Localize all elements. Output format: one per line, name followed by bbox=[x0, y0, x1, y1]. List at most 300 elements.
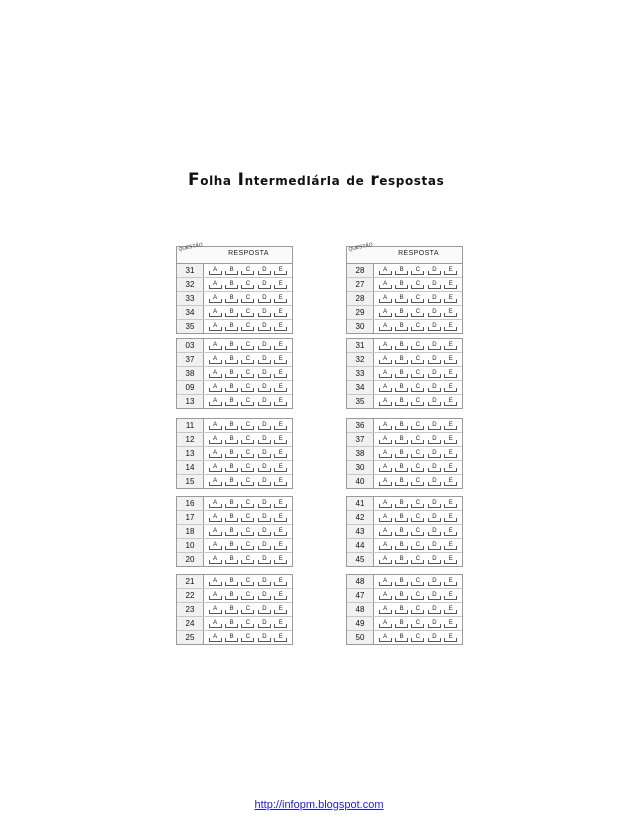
answer-option-bubble[interactable]: E bbox=[444, 422, 457, 430]
answer-option-bubble[interactable]: D bbox=[428, 436, 441, 444]
answer-option-bubble[interactable]: A bbox=[209, 528, 222, 536]
answer-option-bubble[interactable]: E bbox=[274, 295, 287, 303]
answer-option-bubble[interactable]: B bbox=[395, 384, 408, 392]
answer-option-bubble[interactable]: B bbox=[395, 464, 408, 472]
answer-option-bubble[interactable]: C bbox=[411, 542, 424, 550]
answer-option-bubble[interactable]: C bbox=[411, 634, 424, 642]
answer-option-bubble[interactable]: C bbox=[411, 384, 424, 392]
answer-option-bubble[interactable]: E bbox=[444, 295, 457, 303]
answer-option-bubble[interactable]: E bbox=[444, 634, 457, 642]
answer-option-bubble[interactable]: C bbox=[411, 578, 424, 586]
answer-option-bubble[interactable]: D bbox=[258, 370, 271, 378]
answer-option-bubble[interactable]: A bbox=[209, 542, 222, 550]
answer-row bbox=[177, 264, 292, 278]
answer-option-bubble[interactable]: C bbox=[241, 370, 254, 378]
answer-option-bubble[interactable]: B bbox=[395, 620, 408, 628]
answer-option-bubble[interactable]: E bbox=[274, 398, 287, 406]
answer-row bbox=[177, 553, 292, 566]
answer-option-bubble[interactable]: D bbox=[258, 514, 271, 522]
answer-option-bubble[interactable]: D bbox=[428, 450, 441, 458]
answer-option-bubble[interactable]: C bbox=[241, 606, 254, 614]
answer-option-bubble[interactable]: C bbox=[241, 281, 254, 289]
answer-option-bubble[interactable]: E bbox=[444, 578, 457, 586]
answer-row bbox=[177, 278, 292, 292]
answer-option-bubble[interactable]: A bbox=[379, 281, 392, 289]
answer-option-bubble[interactable]: D bbox=[428, 422, 441, 430]
question-number: 45 bbox=[347, 553, 374, 566]
answer-option-bubble[interactable]: C bbox=[241, 342, 254, 350]
answer-option-bubble[interactable]: D bbox=[428, 398, 441, 406]
answer-block bbox=[346, 418, 463, 489]
answer-row bbox=[347, 278, 462, 292]
answer-option-bubble[interactable]: E bbox=[444, 281, 457, 289]
answer-option-bubble[interactable]: E bbox=[274, 323, 287, 331]
answer-option-bubble[interactable]: A bbox=[379, 542, 392, 550]
answer-option-bubble[interactable]: D bbox=[428, 323, 441, 331]
answer-option-bubble[interactable]: B bbox=[225, 500, 238, 508]
answer-options bbox=[204, 339, 292, 352]
answer-option-bubble[interactable]: A bbox=[209, 398, 222, 406]
answer-option-bubble[interactable]: B bbox=[395, 606, 408, 614]
answer-option-bubble[interactable]: B bbox=[395, 267, 408, 275]
answer-option-bubble[interactable]: D bbox=[258, 500, 271, 508]
answer-block bbox=[176, 338, 293, 409]
answer-row bbox=[347, 419, 462, 433]
answer-option-bubble[interactable]: C bbox=[241, 500, 254, 508]
answer-option-bubble[interactable]: E bbox=[274, 370, 287, 378]
answer-option-bubble[interactable]: E bbox=[444, 370, 457, 378]
answer-option-bubble[interactable]: A bbox=[209, 436, 222, 444]
answer-option-bubble[interactable]: D bbox=[428, 478, 441, 486]
question-number: 41 bbox=[347, 497, 374, 510]
answer-option-bubble[interactable]: C bbox=[411, 342, 424, 350]
answer-option-bubble[interactable]: A bbox=[379, 356, 392, 364]
answer-option-bubble[interactable]: D bbox=[258, 592, 271, 600]
answer-option-bubble[interactable]: C bbox=[241, 356, 254, 364]
answer-option-bubble[interactable]: C bbox=[411, 450, 424, 458]
answer-option-bubble[interactable]: A bbox=[209, 578, 222, 586]
answer-option-bubble[interactable]: D bbox=[428, 542, 441, 550]
answer-option-bubble[interactable]: C bbox=[241, 323, 254, 331]
answer-option-bubble[interactable]: E bbox=[274, 281, 287, 289]
answer-option-bubble[interactable]: B bbox=[395, 309, 408, 317]
answer-option-bubble[interactable]: A bbox=[379, 370, 392, 378]
answer-option-bubble[interactable]: D bbox=[428, 267, 441, 275]
answer-option-bubble[interactable]: D bbox=[428, 500, 441, 508]
answer-options bbox=[204, 575, 292, 588]
answer-option-bubble[interactable]: E bbox=[444, 478, 457, 486]
answer-option-bubble[interactable]: D bbox=[428, 606, 441, 614]
answer-option-bubble[interactable]: E bbox=[444, 323, 457, 331]
answer-option-bubble[interactable]: C bbox=[241, 295, 254, 303]
answer-options bbox=[374, 395, 462, 408]
answer-option-bubble[interactable]: C bbox=[411, 295, 424, 303]
answer-option-bubble[interactable]: D bbox=[258, 464, 271, 472]
answer-option-bubble[interactable]: B bbox=[395, 514, 408, 522]
answer-option-bubble[interactable]: D bbox=[428, 342, 441, 350]
answer-option-bubble[interactable]: D bbox=[258, 620, 271, 628]
answer-options bbox=[204, 617, 292, 630]
answer-option-bubble[interactable]: A bbox=[379, 384, 392, 392]
answer-option-bubble[interactable]: A bbox=[209, 478, 222, 486]
answer-option-bubble[interactable]: E bbox=[274, 356, 287, 364]
answer-option-bubble[interactable]: E bbox=[274, 592, 287, 600]
answer-option-bubble[interactable]: C bbox=[241, 634, 254, 642]
answer-option-bubble[interactable]: A bbox=[209, 370, 222, 378]
answer-option-bubble[interactable]: D bbox=[258, 422, 271, 430]
answer-option-bubble[interactable]: A bbox=[209, 634, 222, 642]
answer-option-bubble[interactable]: E bbox=[274, 267, 287, 275]
answer-option-bubble[interactable]: C bbox=[241, 578, 254, 586]
answer-block bbox=[346, 574, 463, 645]
question-number: 38 bbox=[177, 367, 204, 380]
answer-option-bubble[interactable]: E bbox=[274, 464, 287, 472]
answer-option-bubble[interactable]: C bbox=[241, 464, 254, 472]
answer-option-bubble[interactable]: E bbox=[444, 592, 457, 600]
answer-option-bubble[interactable]: D bbox=[428, 384, 441, 392]
answer-option-bubble[interactable]: E bbox=[444, 436, 457, 444]
answer-option-bubble[interactable]: A bbox=[379, 634, 392, 642]
answer-option-bubble[interactable]: E bbox=[444, 356, 457, 364]
question-column-label: QUESTÃO bbox=[178, 241, 204, 253]
answer-option-bubble[interactable]: C bbox=[241, 422, 254, 430]
answer-option-bubble[interactable]: B bbox=[395, 478, 408, 486]
answer-option-bubble[interactable]: A bbox=[379, 500, 392, 508]
title-initial-f: F bbox=[188, 170, 201, 190]
answer-option-bubble[interactable]: B bbox=[225, 528, 238, 536]
answer-option-bubble[interactable]: B bbox=[395, 542, 408, 550]
question-number: 03 bbox=[177, 339, 204, 352]
answer-option-bubble[interactable]: A bbox=[379, 528, 392, 536]
answer-options bbox=[204, 381, 292, 394]
answer-option-bubble[interactable]: B bbox=[225, 578, 238, 586]
answer-option-bubble[interactable]: E bbox=[444, 556, 457, 564]
answer-option-bubble[interactable]: A bbox=[209, 323, 222, 331]
answer-option-bubble[interactable]: C bbox=[241, 267, 254, 275]
answer-option-bubble[interactable]: A bbox=[209, 422, 222, 430]
answer-options bbox=[204, 475, 292, 488]
answer-option-bubble[interactable]: A bbox=[379, 309, 392, 317]
answer-option-bubble[interactable]: C bbox=[411, 370, 424, 378]
answer-option-bubble[interactable]: C bbox=[241, 620, 254, 628]
answer-option-bubble[interactable]: D bbox=[428, 634, 441, 642]
answer-options bbox=[204, 278, 292, 291]
title-word-intermediaria: ntermedIárIa bbox=[244, 174, 341, 188]
answer-option-bubble[interactable]: A bbox=[209, 309, 222, 317]
answer-option-bubble[interactable]: A bbox=[379, 514, 392, 522]
answer-option-bubble[interactable]: B bbox=[225, 634, 238, 642]
answer-option-bubble[interactable]: B bbox=[395, 450, 408, 458]
answer-option-bubble[interactable]: D bbox=[258, 281, 271, 289]
answer-option-bubble[interactable]: B bbox=[225, 398, 238, 406]
answer-option-bubble[interactable]: E bbox=[444, 398, 457, 406]
answer-option-bubble[interactable]: D bbox=[258, 267, 271, 275]
answer-option-bubble[interactable]: E bbox=[444, 514, 457, 522]
answer-option-bubble[interactable]: B bbox=[225, 323, 238, 331]
answer-option-bubble[interactable]: B bbox=[395, 592, 408, 600]
answer-row bbox=[347, 433, 462, 447]
answer-option-bubble[interactable]: C bbox=[411, 281, 424, 289]
answer-option-bubble[interactable]: D bbox=[258, 398, 271, 406]
question-number: 13 bbox=[177, 447, 204, 460]
answer-option-bubble[interactable]: C bbox=[411, 592, 424, 600]
answer-option-bubble[interactable]: C bbox=[411, 436, 424, 444]
answer-option-bubble[interactable]: B bbox=[225, 295, 238, 303]
answer-option-bubble[interactable]: B bbox=[225, 592, 238, 600]
answer-option-bubble[interactable]: D bbox=[258, 542, 271, 550]
answer-option-bubble[interactable]: A bbox=[209, 384, 222, 392]
answer-option-bubble[interactable]: B bbox=[395, 342, 408, 350]
question-number: 48 bbox=[347, 575, 374, 588]
answer-option-bubble[interactable]: B bbox=[225, 267, 238, 275]
answer-option-bubble[interactable]: D bbox=[428, 309, 441, 317]
answer-option-bubble[interactable]: B bbox=[395, 370, 408, 378]
answer-option-bubble[interactable]: D bbox=[428, 578, 441, 586]
answer-option-bubble[interactable]: C bbox=[241, 514, 254, 522]
question-number: 44 bbox=[347, 539, 374, 552]
answer-option-bubble[interactable]: A bbox=[209, 556, 222, 564]
answer-option-bubble[interactable]: A bbox=[209, 514, 222, 522]
answer-option-bubble[interactable]: E bbox=[444, 500, 457, 508]
answer-option-bubble[interactable]: D bbox=[258, 309, 271, 317]
answer-option-bubble[interactable]: D bbox=[258, 295, 271, 303]
answer-option-bubble[interactable]: A bbox=[379, 620, 392, 628]
answer-option-bubble[interactable]: C bbox=[241, 384, 254, 392]
answer-option-bubble[interactable]: A bbox=[209, 620, 222, 628]
answer-option-bubble[interactable]: B bbox=[395, 323, 408, 331]
answer-option-bubble[interactable]: A bbox=[209, 450, 222, 458]
answer-row bbox=[347, 617, 462, 631]
answer-option-bubble[interactable]: B bbox=[395, 281, 408, 289]
answer-option-bubble[interactable]: B bbox=[225, 478, 238, 486]
answer-option-bubble[interactable]: A bbox=[379, 592, 392, 600]
answer-option-bubble[interactable]: A bbox=[379, 606, 392, 614]
answer-option-bubble[interactable]: E bbox=[444, 342, 457, 350]
answer-option-bubble[interactable]: A bbox=[379, 267, 392, 275]
answer-option-bubble[interactable]: E bbox=[444, 464, 457, 472]
answer-option-bubble[interactable]: E bbox=[274, 542, 287, 550]
answer-option-bubble[interactable]: D bbox=[258, 342, 271, 350]
answer-option-bubble[interactable]: B bbox=[395, 436, 408, 444]
answer-option-bubble[interactable]: B bbox=[395, 500, 408, 508]
answer-option-bubble[interactable]: E bbox=[274, 606, 287, 614]
answer-option-bubble[interactable]: A bbox=[209, 606, 222, 614]
answer-option-bubble[interactable]: B bbox=[225, 281, 238, 289]
answer-option-bubble[interactable]: E bbox=[274, 309, 287, 317]
answer-option-bubble[interactable]: D bbox=[428, 528, 441, 536]
answer-option-bubble[interactable]: E bbox=[274, 384, 287, 392]
answer-option-bubble[interactable]: C bbox=[241, 450, 254, 458]
answer-option-bubble[interactable]: C bbox=[411, 556, 424, 564]
answer-option-bubble[interactable]: C bbox=[411, 478, 424, 486]
answer-option-bubble[interactable]: E bbox=[274, 528, 287, 536]
answer-option-bubble[interactable]: E bbox=[274, 422, 287, 430]
answer-option-bubble[interactable]: D bbox=[258, 556, 271, 564]
answer-option-bubble[interactable]: E bbox=[274, 450, 287, 458]
answer-option-bubble[interactable]: A bbox=[209, 464, 222, 472]
answer-option-bubble[interactable]: A bbox=[209, 295, 222, 303]
question-number: 28 bbox=[347, 292, 374, 305]
answer-option-bubble[interactable]: E bbox=[444, 542, 457, 550]
answer-option-bubble[interactable]: E bbox=[274, 478, 287, 486]
answer-option-bubble[interactable]: E bbox=[444, 384, 457, 392]
answer-option-bubble[interactable]: D bbox=[428, 556, 441, 564]
answer-option-bubble[interactable]: B bbox=[225, 620, 238, 628]
answer-options bbox=[374, 367, 462, 380]
answer-option-bubble[interactable]: E bbox=[274, 500, 287, 508]
answer-option-bubble[interactable]: A bbox=[209, 342, 222, 350]
answer-row bbox=[177, 320, 292, 333]
answer-option-bubble[interactable]: A bbox=[209, 500, 222, 508]
answer-option-bubble[interactable]: C bbox=[411, 464, 424, 472]
answer-options bbox=[204, 320, 292, 333]
answer-option-bubble[interactable]: D bbox=[428, 281, 441, 289]
question-number: 20 bbox=[177, 553, 204, 566]
answer-option-bubble[interactable]: C bbox=[241, 398, 254, 406]
answer-options bbox=[374, 539, 462, 552]
answer-option-bubble[interactable]: B bbox=[395, 528, 408, 536]
question-number: 34 bbox=[177, 306, 204, 319]
answer-option-bubble[interactable]: A bbox=[379, 478, 392, 486]
answer-option-bubble[interactable]: A bbox=[379, 295, 392, 303]
answer-option-bubble[interactable]: A bbox=[379, 422, 392, 430]
answer-option-bubble[interactable]: B bbox=[395, 356, 408, 364]
answer-option-bubble[interactable]: B bbox=[395, 422, 408, 430]
answer-option-bubble[interactable]: D bbox=[258, 478, 271, 486]
answer-option-bubble[interactable]: C bbox=[411, 422, 424, 430]
answer-option-bubble[interactable]: E bbox=[274, 578, 287, 586]
answer-option-bubble[interactable]: A bbox=[209, 267, 222, 275]
answer-option-bubble[interactable]: C bbox=[241, 542, 254, 550]
answer-option-bubble[interactable]: B bbox=[395, 634, 408, 642]
question-number: 36 bbox=[347, 419, 374, 432]
answer-option-bubble[interactable]: E bbox=[444, 528, 457, 536]
answer-option-bubble[interactable]: B bbox=[225, 384, 238, 392]
answer-option-bubble[interactable]: D bbox=[258, 323, 271, 331]
answer-option-bubble[interactable]: E bbox=[274, 514, 287, 522]
answer-option-bubble[interactable]: A bbox=[379, 436, 392, 444]
answer-option-bubble[interactable]: B bbox=[225, 464, 238, 472]
answer-option-bubble[interactable]: B bbox=[395, 398, 408, 406]
answer-option-bubble[interactable]: D bbox=[428, 514, 441, 522]
answer-option-bubble[interactable]: C bbox=[411, 323, 424, 331]
answer-option-bubble[interactable]: A bbox=[379, 578, 392, 586]
answer-option-bubble[interactable]: B bbox=[225, 309, 238, 317]
answer-option-bubble[interactable]: D bbox=[258, 356, 271, 364]
answer-option-bubble[interactable]: A bbox=[379, 342, 392, 350]
answer-option-bubble[interactable]: B bbox=[225, 514, 238, 522]
answer-option-bubble[interactable]: D bbox=[258, 634, 271, 642]
answer-option-bubble[interactable]: C bbox=[411, 606, 424, 614]
answer-row bbox=[347, 306, 462, 320]
answer-row bbox=[347, 381, 462, 395]
answer-option-bubble[interactable]: D bbox=[258, 578, 271, 586]
answer-option-bubble[interactable]: D bbox=[258, 436, 271, 444]
answer-option-bubble[interactable]: B bbox=[395, 578, 408, 586]
answer-option-bubble[interactable]: A bbox=[379, 398, 392, 406]
answer-option-bubble[interactable]: C bbox=[411, 500, 424, 508]
answer-option-bubble[interactable]: D bbox=[428, 464, 441, 472]
answer-option-bubble[interactable]: D bbox=[258, 450, 271, 458]
answer-option-bubble[interactable]: A bbox=[379, 464, 392, 472]
answer-option-bubble[interactable]: C bbox=[411, 309, 424, 317]
answer-option-bubble[interactable]: E bbox=[274, 634, 287, 642]
answer-option-bubble[interactable]: B bbox=[395, 295, 408, 303]
answer-option-bubble[interactable]: B bbox=[225, 556, 238, 564]
answer-option-bubble[interactable]: B bbox=[225, 356, 238, 364]
question-number: 32 bbox=[347, 353, 374, 366]
answer-option-bubble[interactable]: C bbox=[241, 528, 254, 536]
answer-option-bubble[interactable]: E bbox=[444, 606, 457, 614]
answer-option-bubble[interactable]: B bbox=[225, 342, 238, 350]
answer-option-bubble[interactable]: B bbox=[225, 422, 238, 430]
answer-option-bubble[interactable]: A bbox=[379, 450, 392, 458]
answer-option-bubble[interactable]: E bbox=[444, 309, 457, 317]
answer-option-bubble[interactable]: A bbox=[379, 556, 392, 564]
answer-option-bubble[interactable]: A bbox=[209, 281, 222, 289]
answer-row bbox=[177, 475, 292, 488]
question-number: 32 bbox=[177, 278, 204, 291]
answer-option-bubble[interactable]: B bbox=[225, 450, 238, 458]
footer-link[interactable]: http://infopm.blogspot.com bbox=[254, 799, 384, 811]
answer-option-bubble[interactable]: D bbox=[258, 528, 271, 536]
answer-row bbox=[347, 575, 462, 589]
answer-option-bubble[interactable]: D bbox=[428, 295, 441, 303]
answer-option-bubble[interactable]: A bbox=[379, 323, 392, 331]
answer-option-bubble[interactable]: B bbox=[395, 556, 408, 564]
answer-option-bubble[interactable]: E bbox=[444, 620, 457, 628]
answer-option-bubble[interactable]: D bbox=[428, 620, 441, 628]
answer-option-bubble[interactable]: A bbox=[209, 592, 222, 600]
answer-option-bubble[interactable]: E bbox=[444, 267, 457, 275]
answer-row bbox=[347, 447, 462, 461]
answer-option-bubble[interactable]: C bbox=[241, 592, 254, 600]
answer-option-bubble[interactable]: C bbox=[411, 528, 424, 536]
answer-options bbox=[374, 433, 462, 446]
answer-option-bubble[interactable]: C bbox=[411, 267, 424, 275]
question-number: 50 bbox=[347, 631, 374, 644]
answer-option-bubble[interactable]: B bbox=[225, 436, 238, 444]
answer-option-bubble[interactable]: E bbox=[444, 450, 457, 458]
answer-option-bubble[interactable]: E bbox=[274, 556, 287, 564]
answer-option-bubble[interactable]: E bbox=[274, 436, 287, 444]
answer-option-bubble[interactable]: C bbox=[241, 556, 254, 564]
answer-option-bubble[interactable]: C bbox=[411, 620, 424, 628]
answer-option-bubble[interactable]: E bbox=[274, 342, 287, 350]
answer-options bbox=[204, 631, 292, 644]
answer-option-bubble[interactable]: D bbox=[258, 384, 271, 392]
answer-option-bubble[interactable]: A bbox=[209, 356, 222, 364]
question-column-label: QUESTÃO bbox=[348, 241, 374, 253]
answer-option-bubble[interactable]: D bbox=[428, 592, 441, 600]
question-number: 22 bbox=[177, 589, 204, 602]
answer-option-bubble[interactable]: C bbox=[411, 356, 424, 364]
answer-option-bubble[interactable]: C bbox=[241, 478, 254, 486]
answer-options bbox=[204, 511, 292, 524]
answer-option-bubble[interactable]: D bbox=[428, 356, 441, 364]
answer-option-bubble[interactable]: C bbox=[411, 398, 424, 406]
answer-option-bubble[interactable]: C bbox=[241, 309, 254, 317]
answer-option-bubble[interactable]: C bbox=[411, 514, 424, 522]
answer-option-bubble[interactable]: D bbox=[428, 370, 441, 378]
answer-row bbox=[177, 461, 292, 475]
answer-option-bubble[interactable]: B bbox=[225, 606, 238, 614]
answer-option-bubble[interactable]: B bbox=[225, 370, 238, 378]
answer-option-bubble[interactable]: B bbox=[225, 542, 238, 550]
answer-option-bubble[interactable]: C bbox=[241, 436, 254, 444]
answer-option-bubble[interactable]: E bbox=[274, 620, 287, 628]
answer-option-bubble[interactable]: D bbox=[258, 606, 271, 614]
